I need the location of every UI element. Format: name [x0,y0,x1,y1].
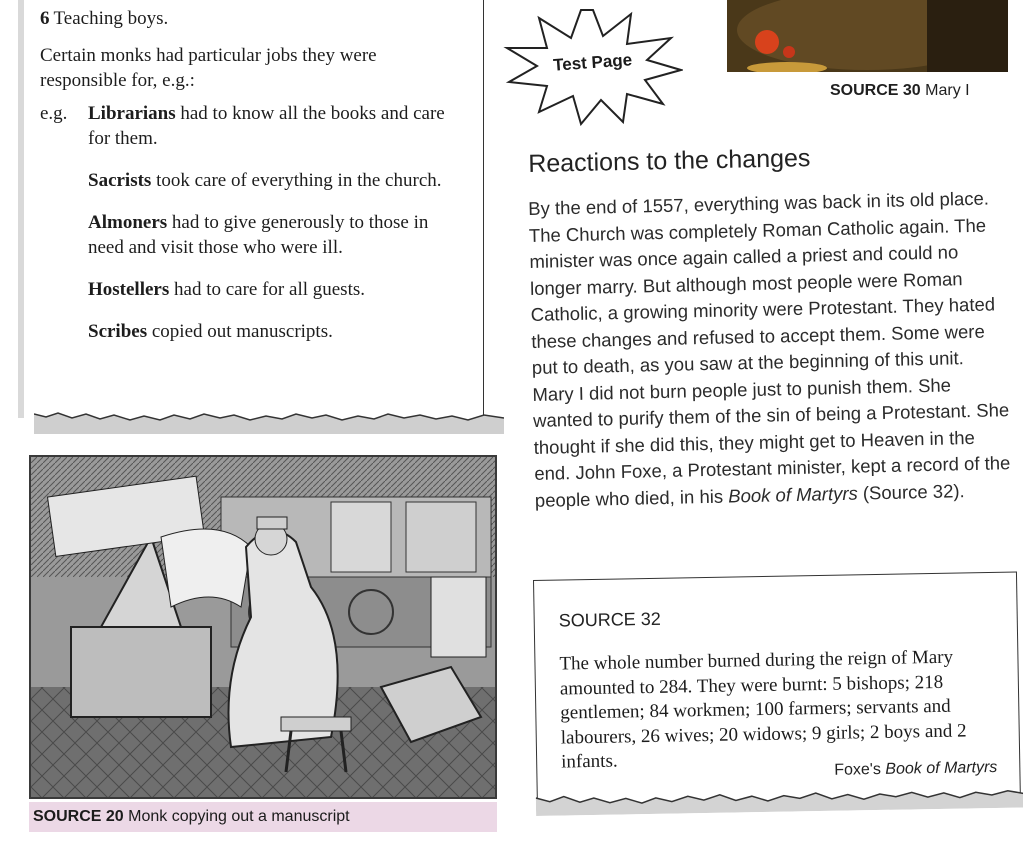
painting-detail [727,0,1008,72]
source-label: SOURCE 30 [830,82,921,99]
job-almoners [88,210,460,260]
paragraph-end: (Source 32). [857,479,965,504]
reactions-paragraph [528,185,1013,514]
job-title: Librarians [88,103,176,124]
job-hostellers [88,277,460,302]
job-title: Almoners [88,212,168,233]
source32-title: SOURCE 32 [558,608,661,631]
mary-i-painting [727,0,1008,72]
job-librarians [40,101,460,151]
attribution-prefix: Foxe's [834,760,886,779]
starburst-icon [503,8,683,126]
torn-edge-decoration [34,408,504,434]
jobs-intro: Certain monks had particular jobs they were responsible for, e.g.: [40,45,377,91]
job-description: copied out manuscripts. [147,321,333,342]
job-description: had to know all the books and care for them. [88,103,445,149]
source32-text: The whole number burned during the reign of Mary amounted to 284. They were burnt: 5 bishops; 218 gentlemen; 84 workmen; 100 farmers; servants and labourers, 26 wives; 20 widows; 9 girls; 2 boys and 2 infants. [559,646,967,773]
list-item-6 [40,6,460,31]
paragraph-text: By the end of 1557, everything was back in its old place. The Church was completely Roman Catholic again. The minister was once again called a priest and could no longer marry. But although most people were Roman Catholic, a growing minority were Protestant. They hated these changes and refused to accept them. Some were put to death, as you saw at the beginning of this unit. Mary I did not burn people just to punish them. She wanted to purify them of the sin of being a Protestant. She thought if she did this, they might get to Heaven in the end. John Foxe, a Protestant minister, kept a record of the people who died, in his [528,187,1011,511]
job-title: Scribes [88,321,148,342]
job-description: took care of everything in the church. [151,170,442,191]
source32-attribution [834,759,997,780]
job-title: Hostellers [88,279,170,300]
badge-label: Test Page [552,50,633,75]
monk-jobs-text [40,6,460,361]
source-label: SOURCE 20 [33,808,124,825]
job-description: had to care for all guests. [169,279,365,300]
eg-label: e.g. [40,103,68,124]
monk-manuscript-engraving [29,455,497,799]
test-page-badge [503,8,683,126]
source30-caption [830,82,970,100]
item-text: Teaching boys. [53,8,169,29]
job-sacrists [88,168,460,193]
item-number: 6 [40,8,50,29]
caption-text: Monk copying out a manuscript [123,808,350,825]
job-title: Sacrists [88,170,152,191]
caption-text: Mary I [920,82,970,99]
torn-edge-decoration [536,785,1023,816]
book-title: Book of Martyrs [727,482,858,507]
job-scribes [88,319,460,344]
section-heading: Reactions to the changes [528,144,811,178]
engraving-illustration [31,457,495,797]
source20-caption [29,802,497,832]
job-description: had to give generously to those in need and visit those who were ill. [88,212,429,258]
attribution-book: Book of Martyrs [885,758,998,778]
source32-box [533,572,1021,802]
